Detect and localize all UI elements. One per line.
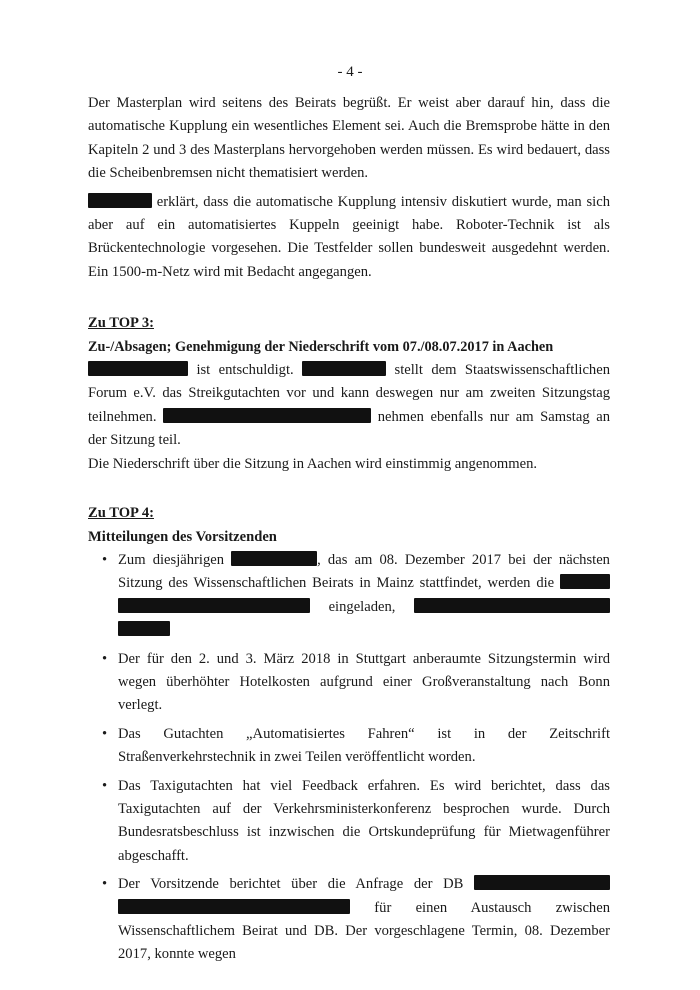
redaction-bar — [118, 621, 170, 636]
redaction-bar — [88, 361, 188, 376]
top4-subheading: Mitteilungen des Vorsitzenden — [88, 528, 277, 545]
list-item: • Das Gutachten „Automatisiertes Fahren“ ist in der Zeitschrift Straßenverkehrstechnik in zwei Teilen veröffentlicht worden. — [118, 723, 610, 770]
top3-approval-paragraph: Die Niederschrift über die Sitzung in Aachen wird einstimmig angenommen. — [88, 455, 538, 472]
page-content — [88, 92, 610, 972]
top4-heading: Zu TOP 4: — [88, 505, 154, 522]
top3-samstag-text: nehmen ebenfalls nur am Samstag an der Sitzung teil. — [88, 408, 610, 449]
redaction-bar — [560, 574, 610, 589]
redaction-bar — [302, 361, 386, 376]
page-number: - 4 - — [337, 64, 363, 80]
bullet1-text-a: Zum diesjährigen — [118, 551, 225, 568]
redaction-bar — [88, 193, 152, 208]
top3-subheading: Zu-/Absagen; Genehmigung der Niederschrift vom 07./08.07.2017 in Aachen — [88, 338, 554, 355]
list-item: • Der für den 2. und 3. März 2018 in Stuttgart anberaumte Sitzungstermin wird wegen überhöhter Hotelkosten aufgrund einer Großveranstaltung nach Bonn verlegt. — [118, 648, 610, 718]
bullet5-text-b: für einen Austausch zwischen Wissenschaftlichem Beirat und DB. Der vorgeschlagene Termin, 08. Dezember 2017, konnte wegen — [118, 899, 611, 963]
redaction-bar — [474, 875, 610, 890]
announcements-list — [88, 549, 610, 967]
redaction-bar — [118, 899, 350, 914]
kupplung-paragraph — [88, 191, 610, 285]
kupplung-text: erklärt, dass die automatische Kupplung intensiv diskutiert wurde, man sich aber auf ein automatisiertes Kuppeln geeinigt habe. Roboter-Technik ist als Brückentechnologie vorgesehen. Die Testfelder sollen bundesweit ausgedehnt werden. Ein 1500-m-Netz wird mit Bedacht angegangen. — [88, 193, 610, 280]
top3-excused-text: ist entschuldigt. — [196, 362, 294, 379]
bullet1-text-c: eingeladen, — [328, 598, 396, 615]
top3-streik-text: stellt dem Staatswissenschaftlichen Forum e.V. das Streikgutachten vor und kann deswegen nur am zweiten Sitzungstag teilnehmen. — [88, 362, 610, 425]
list-item — [118, 873, 610, 967]
masterplan-paragraph: Der Masterplan wird seitens des Beirats begrüßt. Er weist aber darauf hin, dass die automatische Kupplung ein wesentliches Element sei. Auch die Bremsprobe hätte in den Kapiteln 2 und 3 des Masterplans hervorgehoben werden müssen. Es wird bedauert, dass die Scheibenbremsen nicht thematisiert werden. — [88, 95, 610, 182]
redaction-bar — [118, 598, 310, 613]
top3-heading: Zu TOP 3: — [88, 315, 154, 332]
redaction-bar — [231, 551, 317, 566]
list-item — [118, 549, 610, 643]
redaction-bar — [414, 598, 610, 613]
redaction-bar — [163, 408, 371, 423]
bullet1-text-b: , das am 08. Dezember 2017 bei der nächsten Sitzung des Wissenschaftlichen Beirats in Mainz stattfindet, werden die — [118, 551, 610, 592]
list-item: • Das Taxigutachten hat viel Feedback erfahren. Es wird berichtet, dass das Taxigutachten auf der Verkehrsministerkonferenz besprochen wurde. Durch Bundesratsbeschluss ist inzwischen die Ortskundeprüfung für Mietwagenführer abgeschafft. — [118, 775, 610, 869]
top3-attendance-paragraph — [88, 359, 610, 453]
bullet5-text-a: Der Vorsitzende berichtet über die Anfrage der DB — [118, 876, 464, 893]
